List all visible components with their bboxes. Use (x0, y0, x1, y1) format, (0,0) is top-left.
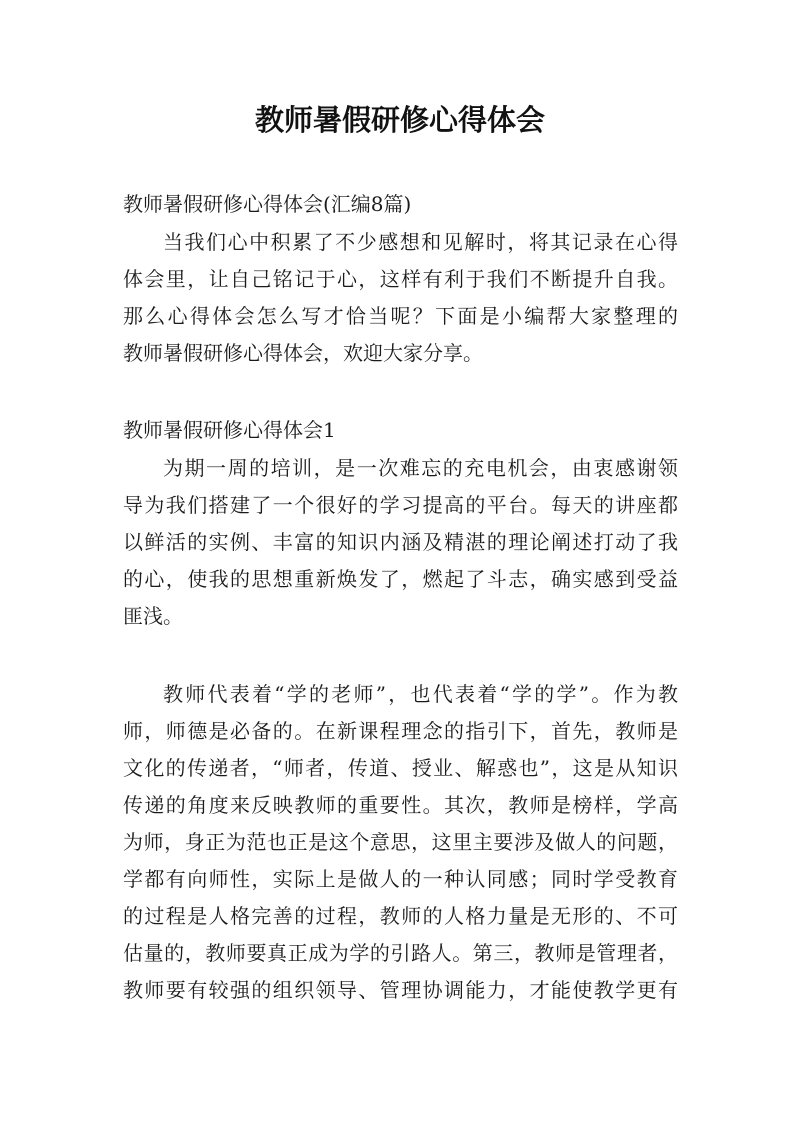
para-1-line-2: 导为我们搭建了一个很好的学习提高的平台。每天的讲座都 (123, 493, 678, 517)
para-2-line-9: 教师要有较强的组织领导、管理协调能力，才能使教学更有 (123, 978, 678, 1002)
page-title: 教师暑假研修心得体会 (254, 103, 545, 137)
intro-heading: 教师暑假研修心得体会(汇编8篇) (123, 192, 412, 216)
para-2-line-8: 估量的，教师要真正成为学的引路人。第三，教师是管理者， (123, 941, 678, 965)
intro-line-4: 教师暑假研修心得体会，欢迎大家分享。 (123, 341, 483, 365)
para-2-line-5: 为师，身正为范也正是这个意思，这里主要涉及做人的问题， (123, 830, 678, 854)
para-2-line-1: 教师代表着“学的老师”，也代表着“学的学”。作为教 (163, 682, 678, 706)
para-2-line-3: 文化的传递者，“师者，传道、授业、解惑也”，这是从知识 (123, 756, 678, 780)
intro-line-3: 那么心得体会怎么写才恰当呢？下面是小编帮大家整理的 (123, 304, 678, 328)
intro-line-2: 体会里，让自己铭记于心，这样有利于我们不断提升自我。 (123, 267, 678, 291)
section-1-heading: 教师暑假研修心得体会1 (123, 418, 336, 442)
para-2-line-4: 传递的角度来反映教师的重要性。其次，教师是榜样，学高 (123, 793, 678, 817)
para-1-line-5: 匪浅。 (123, 604, 183, 628)
para-1-line-4: 的心，使我的思想重新焕发了，燃起了斗志，确实感到受益 (123, 567, 678, 591)
para-1-line-3: 以鲜活的实例、丰富的知识内涵及精湛的理论阐述打动了我 (123, 530, 678, 554)
para-2-line-6: 学都有向师性，实际上是做人的一种认同感；同时学受教育 (123, 867, 678, 891)
intro-line-1: 当我们心中积累了不少感想和见解时，将其记录在心得 (163, 230, 678, 254)
para-2-line-2: 师，师德是必备的。在新课程理念的指引下，首先，教师是 (123, 719, 678, 743)
para-1-line-1: 为期一周的培训，是一次难忘的充电机会，由衷感谢领 (163, 456, 678, 480)
para-2-line-7: 的过程是人格完善的过程，教师的人格力量是无形的、不可 (123, 904, 678, 928)
